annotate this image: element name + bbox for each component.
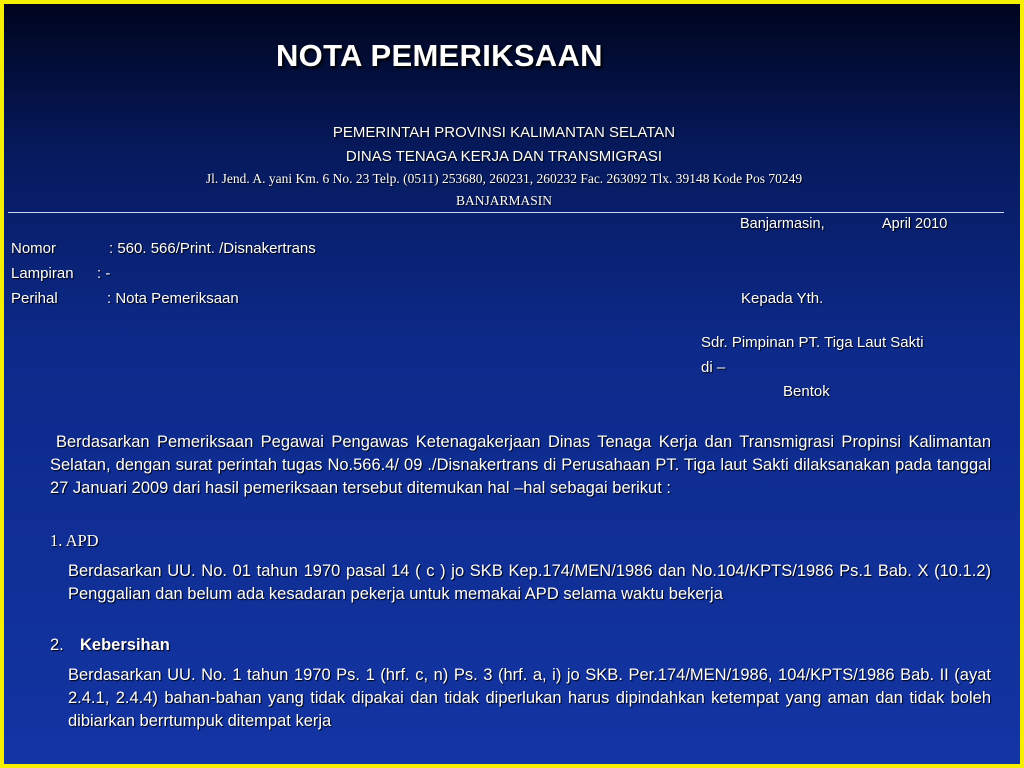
item-2-text: Berdasarkan UU. No. 1 tahun 1970 Ps. 1 (hrf. c, n) Ps. 3 (hrf. a, i) jo SKB. Per.174/MEN/1986, 104/KPTS/1986 Bab. II (ayat 2.4.1, 2.4.4) bahan-bahan yang tidak dipakai dan tidak diperlukan harus dipindahkan ketempat yang aman dan tidak boleh dibiarkan berrtumpuk ditempat kerja (68, 666, 991, 730)
nomor-label: Nomor (11, 240, 57, 257)
item-2-heading: Kebersihan (80, 636, 170, 654)
recipient-di: di – (701, 359, 726, 376)
letterhead-line1: PEMERINTAH PROVINSI KALIMANTAN SELATAN (332, 124, 676, 141)
perihal-value: : Nota Pemeriksaan (107, 290, 239, 307)
letterhead-address: Jl. Jend. A. yani Km. 6 No. 23 Telp. (0511) 253680, 260231, 260232 Fac. 263092 Tlx. 39148 Kode Pos 70249 (205, 171, 803, 186)
recipient-greeting: Kepada Yth. (741, 290, 824, 307)
recipient-place: Bentok (783, 383, 830, 400)
letterhead-line2: DINAS TENAGA KERJA DAN TRANSMIGRASI (345, 148, 663, 165)
date-place: Banjarmasin, (740, 216, 825, 232)
date-month-year: April 2010 (882, 216, 948, 232)
nomor-value: : 560. 566/Print. /Disnakertrans (109, 240, 316, 257)
perihal-label: Perihal (11, 290, 58, 307)
page-title: NOTA PEMERIKSAAN (276, 38, 603, 73)
letterhead-city: BANJARMASIN (455, 193, 553, 208)
recipient-name: Sdr. Pimpinan PT. Tiga Laut Sakti (701, 334, 924, 351)
lampiran-value: : - (97, 265, 111, 282)
item-2-number: 2. (50, 636, 64, 654)
item-1-heading: 1. APD (50, 531, 99, 550)
letterhead-divider (8, 212, 1004, 213)
intro-paragraph: Berdasarkan Pemeriksaan Pegawai Pengawas Ketenagakerjaan Dinas Tenaga Kerja dan Transmigrasi Propinsi Kalimantan Selatan, dengan surat perintah tugas No.566.4/ 09 ./Disnakertrans di Perusahaan PT. Tiga laut Sakti dilaksanakan pada tanggal 27 Januari 2009 dari hasil pemeriksaan tersebut ditemukan hal –hal sebagai berikut : (50, 433, 991, 497)
item-1-text: Berdasarkan UU. No. 01 tahun 1970 pasal 14 ( c ) jo SKB Kep.174/MEN/1986 dan No.104/KPTS/1986 Ps.1 Bab. X (10.1.2) Penggalian dan belum ada kesadaran pekerja untuk memakai APD selama waktu bekerja (68, 562, 991, 603)
lampiran-label: Lampiran (11, 265, 74, 282)
